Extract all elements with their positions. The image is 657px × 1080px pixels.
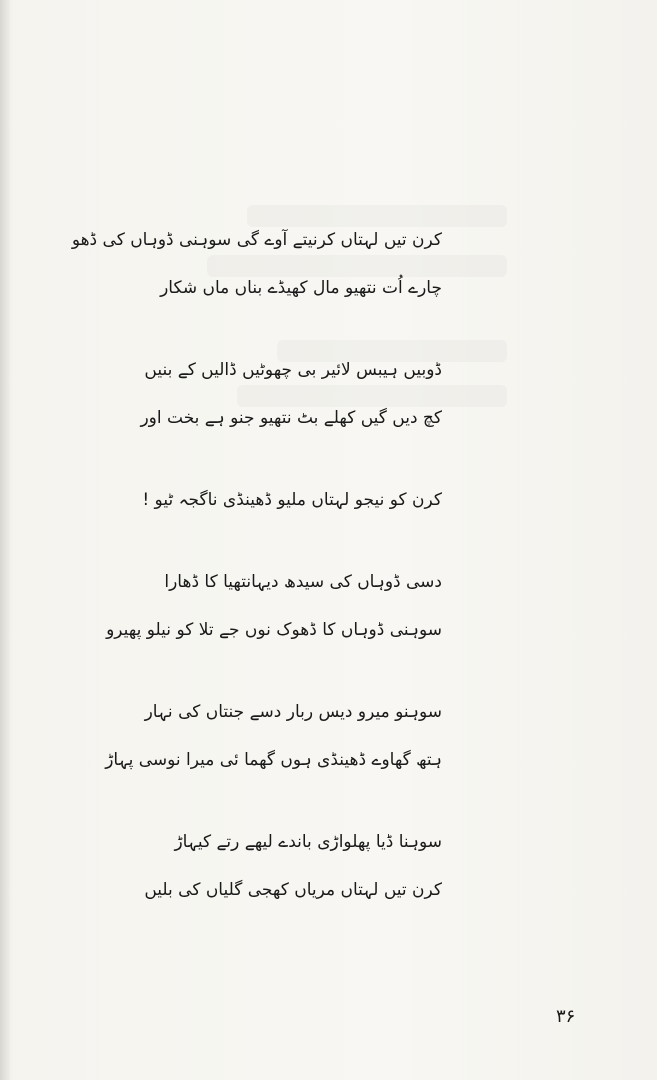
poem-line: کچ دیں گیں کھلے بٹ نتھیو جنو ہے بخت اور <box>140 408 442 428</box>
stanza-2 <box>140 358 442 430</box>
stanza-6 <box>144 830 442 902</box>
poem-line: کرن تیں لہتاں کرنیتے آوے گی سوہنی ڈوہاں کی ڈھو <box>71 230 442 250</box>
poem-line: کرن کو نیجو لہتاں ملیو ڈھینڈی ناگجہ ٹیو ! <box>142 490 442 510</box>
poem-line: کرن تیں لہتاں مریاں کھجی گلیاں کی بلیں <box>144 880 442 900</box>
poem <box>71 228 442 960</box>
page-number: ۳۶ <box>556 1006 576 1027</box>
stanza-3 <box>142 488 442 512</box>
book-spine-shadow <box>0 0 10 1080</box>
stanza-1 <box>71 228 442 300</box>
poem-line: دسی ڈوہاں کی سیدھ دیہانتھیا کا ڈھارا <box>164 572 442 592</box>
poem-line: ہتھ گھاوے ڈھینڈی ہوں گھما ئی میرا نوسی پہاڑ <box>105 750 442 770</box>
poem-line: سوہنو میرو دیس ربار دسے جنتاں کی نہار <box>144 702 442 722</box>
poem-line: چارے اُت نتھیو مال کھیڈے بناں ماں شکار <box>160 278 442 298</box>
stanza-4 <box>106 570 442 642</box>
poem-line: ڈوبیں ہیبس لائیر بی چھوٹیں ڈالیں کے بنیں <box>144 360 442 380</box>
poem-line: سوہنی ڈوہاں کا ڈھوک نوں جے تلا کو نیلو پھیرو <box>106 620 442 640</box>
stanza-5 <box>105 700 442 772</box>
poem-line: سوہنا ڈیا پھلواڑی باندے لیھے رتے کیہاڑ <box>174 832 442 852</box>
bleed-through-text <box>247 205 507 227</box>
